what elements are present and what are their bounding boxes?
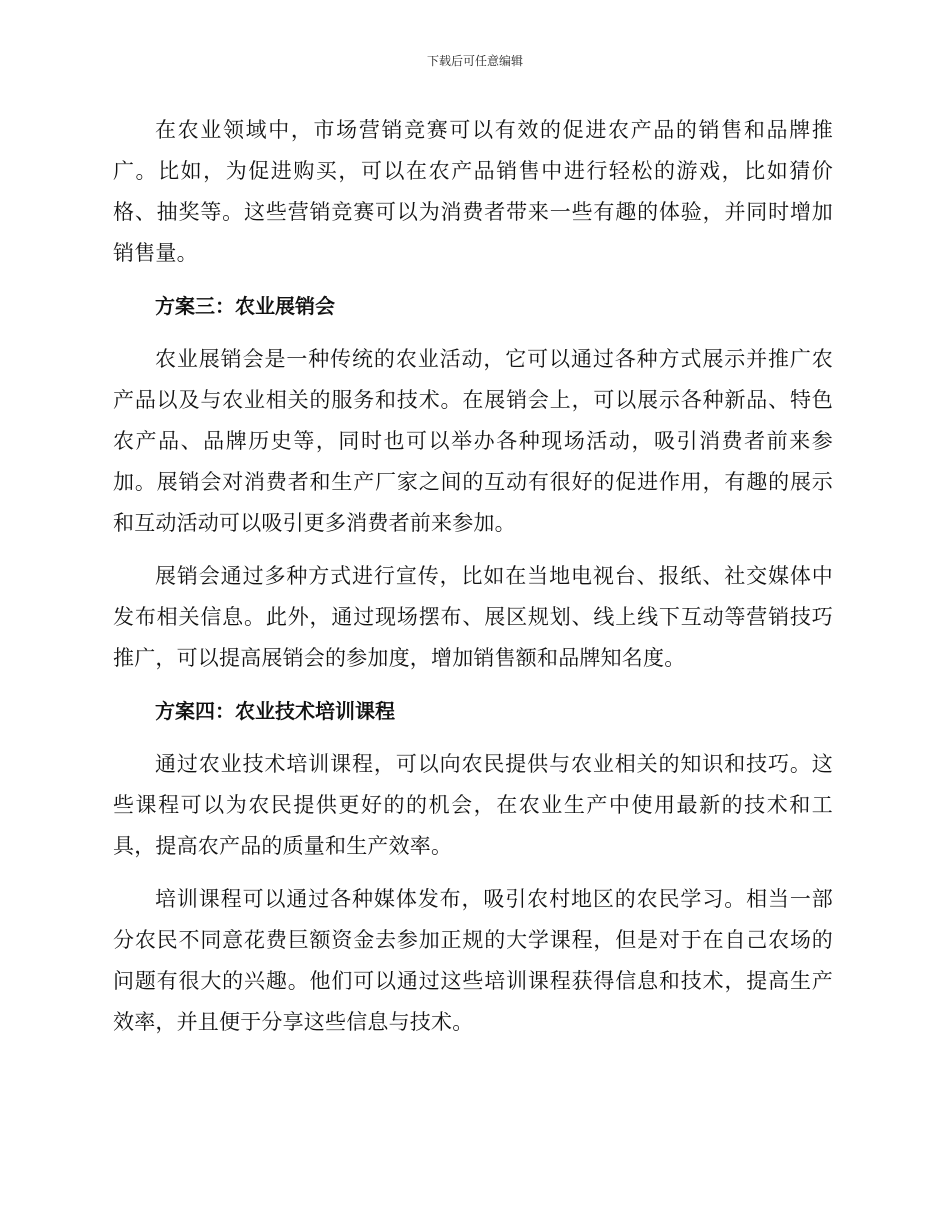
paragraph-training-intro: 通过农业技术培训课程，可以向农民提供与农业相关的知识和技巧。这些课程可以为农民提供更好的的机会，在农业生产中使用最新的技术和工具，提高农产品的质量和生产效率。 (113, 752, 833, 858)
paragraph-expo-promotion: 展销会通过多种方式进行宣传，比如在当地电视台、报纸、社交媒体中发布相关信息。此外，通过现场摆布、展区规划、线上线下互动等营销技巧推广，可以提高展销会的参加度，增加销售额和品牌知名度。 (113, 564, 833, 670)
document-body (113, 110, 833, 1055)
section-heading-plan-four: 方案四：农业技术培训课程 (155, 699, 395, 723)
paragraph-marketing-contest: 在农业领域中，市场营销竞赛可以有效的促进农产品的销售和品牌推广。比如，为促进购买，可以在农产品销售中进行轻松的游戏，比如猜价格、抽奖等。这些营销竞赛可以为消费者带来一些有趣的体验，并同时增加销售量。 (113, 118, 833, 265)
paragraph-training-media: 培训课程可以通过各种媒体发布，吸引农村地区的农民学习。相当一部分农民不同意花费巨额资金去参加正规的大学课程，但是对于在自己农场的问题有很大的兴趣。他们可以通过这些培训课程获得信息和技术，提高生产效率，并且便于分享这些信息与技术。 (113, 887, 833, 1034)
page-header: 下载后可任意编辑 (426, 54, 523, 68)
paragraph-expo-intro: 农业展销会是一种传统的农业活动，它可以通过各种方式展示并推广农产品以及与农业相关的服务和技术。在展销会上，可以展示各种新品、特色农产品、品牌历史等，同时也可以举办各种现场活动，吸引消费者前来参加。展销会对消费者和生产厂家之间的互动有很好的促进作用，有趣的展示和互动活动可以吸引更多消费者前来参加。 (113, 347, 833, 535)
section-heading-plan-three: 方案三：农业展销会 (155, 294, 335, 318)
